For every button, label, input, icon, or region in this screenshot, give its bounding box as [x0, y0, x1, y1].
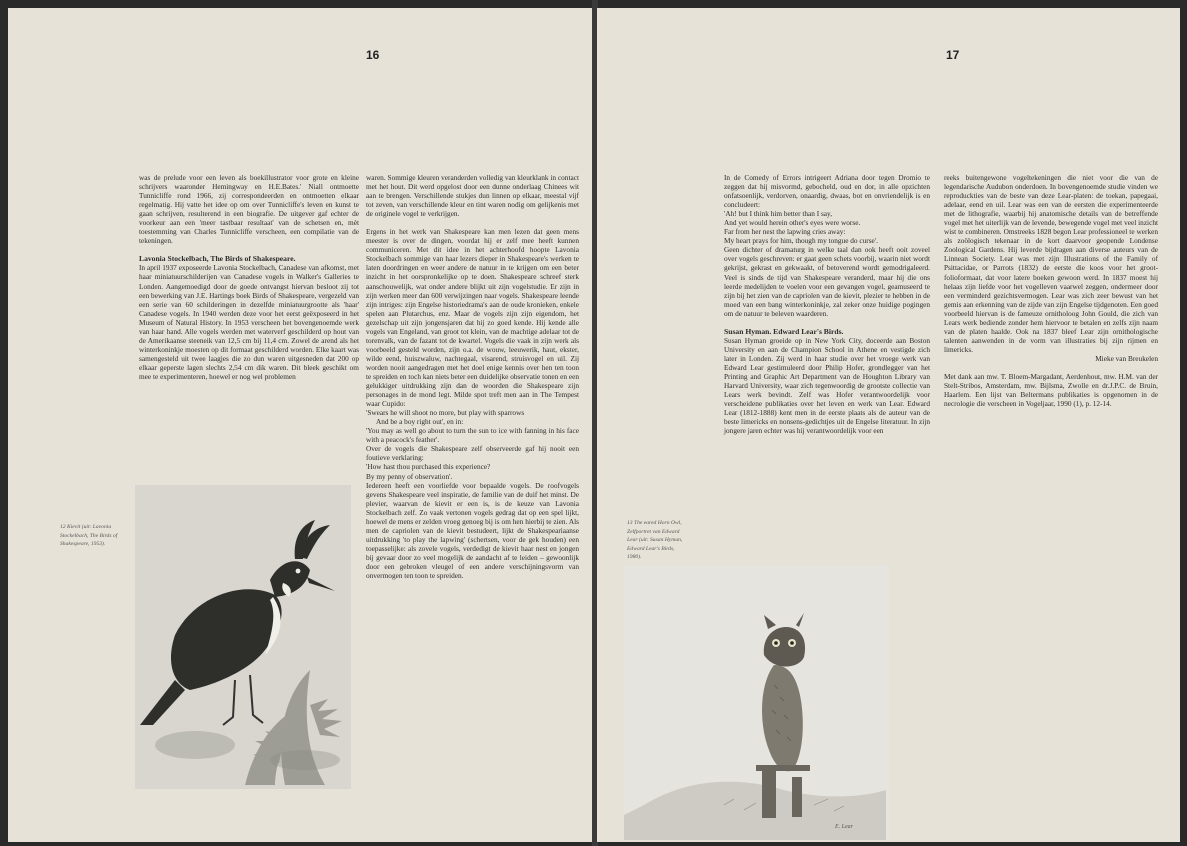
left-page: [8, 8, 594, 842]
lapwing-paragraph: Iedereen heeft een voorliefde voor bepaalde vogels. De roofvogels gevens Shakespeare veel inspiratie, de familie van de duif het minst. De plevier, waarvan de kievit er een is, is de keuze van Lavonia Stockelbach zelf. Zo vaak vertonen vogels gedrag dat op een spel lijkt, hoewel de mens er zelden vroeg genoeg bij is om hen hierbij te zien. Als men de capriolen van de kievit bestudeert, lijkt de Shakespeariaanse uitdrukking 'to play the lapwing' (schertsen, voor de gek houden) een toepasselijke: als zovele vogels, verdedigt de kievit haar nest en jongen bij gevaar door zo veel mogelijk de aandacht af te leiden – gewoonlijk door een gebroken vleugel of een andere verschijningsvorm van onvermogen ten toon te spreiden.: [366, 480, 579, 581]
owl-illustration: [624, 565, 889, 840]
page-number-right: 17: [946, 48, 960, 62]
quote-experience-2: By my penny of observation'.: [366, 471, 453, 481]
lear-paragraph: reeks buitengewone vogeltekeningen die niet voor die van de legendarische Audubon onderdoen. In bovengenoemde studie vinden we reproduckties van de beste van deze Lear-platen: de toekan, papegaai, adelaar, eend en uil. Lear was een van de eersten die experimenteerde met de lithografie, waarbij hij anatomische details van de betreffende vogel met het uiterlijk van de levende, bewegende vogel met veel inzicht wist te combineren. Omstreeks 1828 begon Lear professioneel te werken als zoölogisch tekenaar in de kort daarvoor geopende Londense Zoological Gardens. Hij leverde bijdragen aan diverse auteurs van de Linnean Society. Lear was met zijn Illustrations of the Family of Psittacidae, or Parrots (1832) de eerste die koos voor het groot-folioformaat, dat voor latere boeken gewoon werd. In 1837 moest hij helaas zijn liefde voor het vogelleven vaarwel zeggen, ondermeer door een verminderd gezichtsvermogen. Lear was zich zeer bewust van het gemis aan erkenning van de zijde van zijn Engelse tijdgenoten. Een goed voorbeeld hiervan is de fameuze ornitholoog John Gould, die zich van Lears werk bediende zonder hem hiervoor te betalen en zelfs zijn naam van de platen haalde. Ook na 1837 bleef Lear zijn ornithologische talenten aanwenden in de vorm van illustraties bij zijn rijmen en limericks.: [944, 173, 1158, 354]
left-column-1: [139, 173, 359, 381]
stockelbach-paragraph: In april 1937 exposeerde Lavonia Stockelbach, Canadese van afkomst, met haar miniatuurschilderijen van Canadese vogels in Walker's Galleries te Londen. Aangemoedigd door de goede ontvangst hiervan besloot zij tot een bewerking van J.E. Hartings boek Birds of Shakespeare, vergezeld van een serie van 60 schilderingen in dezelfde miniatuurgrootte als 'haar' Canadese vogels. In 1940 werden deze voor het eerst geëxposeerd in het Museum of Natural History. In 1953 verscheen het bovengenoemde werk van haar hand. Alle vogels werden met waterverf geschilderd op hout van de Amerikaanse steeneik van 12,5 cm bij 11,4 cm. Zowel de arend als het winterkoninkje moesten op dit formaat geschilderd worden. Elke kaart was samengesteld uit twee laagjes die zo dun waren uitgesneden dat 200 op elkaar geperste lagen slechts 2,54 cm dik waren. Dit bleek geschikt om mee te experimenteren, hoewel er nog wel problemen: [139, 263, 359, 381]
owl-artist-signature: E. Lear: [835, 824, 853, 830]
left-column-2: [366, 173, 579, 580]
right-column-2: [944, 173, 1158, 408]
figure-caption-owl: 13 The eared Horn Owl, Zelfportret van Edward Lear (uit: Susan Hyman, Edward Lear's Birds, 1980).: [627, 520, 683, 560]
shakespeare-paragraph: Ergens in het werk van Shakespeare kan men lezen dat geen mens meester is over de dingen, voordat hij er zelf mee heeft kunnen communiceren. Met dit idee in het achterhoofd hoopte Lavonia Stockelbach sommige van haar lezers dieper in Shakespeare's werken te laten doordringen en weer andere de natuur in te krijgen om een beter inzicht in het oorspronkelijke op te doen. Shakespeare schreef sterk aanschouwelijk, wat onder andere blijkt uit zijn vogelstudie. Er zijn in zijn werken meer dan 600 verwijzingen naar vogels. Shakespeare leende zijn intriges: zijn Engelse historiedrama's aan de oude kronieken, enkele spelen aan Plutarchus, enz. Maar de vogels zijn zijn eigendom, het gezelschap uit zijn jongensjaren dat hij zo goed kende. Hij kende alle vogels van Engeland, van groot tot klein, van de machtige adelaar tot de torenvalk, van de fazant tot de kwartel. Vogels die vaak in zijn werk als voorbeeld gesteld worden, zijn o.a. de wouw, leeuwerik, haut, ekster, wilde eend, huiszwaluw, nachtegaal, visarend, struisvogel en uil. Zij worden nooit aangedragen met het doel enige kennis over hen ten toon te spreiden en toch kan niets beter een duidelijke observatie tonen en een gelukkiger uitdrukking zijn dan de woorden die Shakespeare zijn personages in de mond legt. Milde spot treft men aan in The Tempest waar Cupido:: [366, 227, 579, 409]
linen-paragraph: waren. Sommige kleuren veranderden volledig van kleurklank in contact met het hout. Dit werd opgelost door een dunne onderlaag Chinees wit aan te brengen. Verschillende stukjes dun linnen op elkaar, meestal vijf tot zeven, van verschillende kleur en tint waren nodig om gelijkenis met de originele vogel te verkrijgen.: [366, 173, 579, 219]
quote-sparrows-1: 'Swears he will shoot no more, but play with sparrows: [366, 408, 525, 418]
lapwing-illustration: [135, 485, 351, 789]
quote-sparrows-2: And be a boy right out', en in:: [376, 417, 464, 427]
author-signature: Mieke van Breukelen: [1095, 353, 1158, 363]
quote-peacock: 'You may as well go about to turn the sun to ice with fanning in his face with a peacock's feather'.: [366, 426, 579, 445]
page-number-left: 16: [366, 48, 380, 62]
observation-paragraph: Over de vogels die Shakespeare zelf observeerde gaf hij nooit een foutieve verklaring:: [366, 444, 579, 463]
section-heading-hyman: Susan Hyman. Edward Lear's Birds.: [724, 326, 844, 336]
poet-paragraph: Geen dichter of dramaturg in welke taal dan ook heeft ooit zoveel over vogels geschreven: er gaat geen schets voorbij, waarin niet wordt gekrijst, gekrast en gekwaakt, of betoverend wordt gemodrigaleerd. Veel is sinds de tijd van Shakespeare veranderd, maar hij die ons leerde medelijden te voelen voor een gevangen vogel, geamuseerd te zijn bij het zien van de capriolen van de kievit, plezier te hebben in de moed van een bang winterkoninkje, zal zeker onze huidige pogingen om de natuur te beleven waarderen.: [724, 245, 930, 318]
right-page: [597, 8, 1180, 842]
comedy-paragraph: In de Comedy of Errors intrigeert Adriana door tegen Dromio te zeggen dat hij misvormd, gebocheld, oud en dor, in alle opzichten onfatsoenlijk, verdorven, onaardig, dwaas, bot en onvriendelijk is en concludeert:: [724, 173, 930, 210]
section-heading-stockelbach: Lavonia Stockelbach, The Birds of Shakespeare.: [139, 254, 296, 264]
quote-lapwing-4: My heart prays for him, though my tongue do curse'.: [724, 236, 878, 246]
hyman-paragraph: Susan Hyman groeide op in New York City, doceerde aan Boston University en aan de Champion School in Athene en vestigde zich later in Londen. Zij werd in haar studie over het vroege werk van Edward Lear gestimuleerd door Philip Hofer, grondlegger van het Printing and Graphic Art Department van de Houghton Library van Harvard University, waar zich tegenwoordig de grootste collectie van Lears werk bevindt. Zelf was Hofer verantwoordelijk voor verscheidene publikaties over het leven en werk van Lear. Edward Lear (1812-1888) kent men in de eerste plaats als de auteur van de beste limericks en nonsens-gedichtjes uit de Engelse literatuur. In zijn jongere jaren echter was hij verantwoordelijk voor een: [724, 335, 930, 436]
quote-lapwing-2: And yet would herein other's eyes were worse.: [724, 218, 861, 228]
quote-experience-1: 'How hast thou purchased this experience?: [366, 462, 491, 472]
figure-caption-lapwing: 12 Kievit (uit: Lavonia Stockelbach, The Birds of Shakespeare, 1953).: [60, 524, 118, 547]
acknowledgements-paragraph: Met dank aan mw. T. Bloem-Margadant, Aerdenhout, mw. H.M. van der Stelt-Stribos, Amsterdam, mw. Bijlsma, Zwolle en dr.J.P.C. de Bruin, Haarlem. Een lijst van Beltermans publikaties is opgenomen in de necrologie die verscheen in Vogeljaar, 1990 (1), p. 12-14.: [944, 371, 1158, 409]
quote-lapwing-3: Far from her nest the lapwing cries away:: [724, 227, 846, 237]
quote-lapwing-1: 'Ah! but I think him better than I say,: [724, 209, 833, 219]
right-column-1: [724, 173, 930, 435]
intro-paragraph: was de prelude voor een leven als boekillustrator voor grote en kleine schrijvers waaronder Hemingway en H.E.Bates.' Niall ontmoette Tunnicliffe rond 1966, zij correspondeerden en ontmoetten elkaar regelmatig. Hij vatte het idee op om over Tunnicliffe's leven en kunst te gaan schrijven, resulterend in een biografie. De uitgever gaf echter de voorkeur aan een 'meer tastbaar resultaat' van de schetsen en, mèt toestemming van Charles Tunnicliffe verscheen, een compilatie van de tekeningen.: [139, 173, 359, 246]
